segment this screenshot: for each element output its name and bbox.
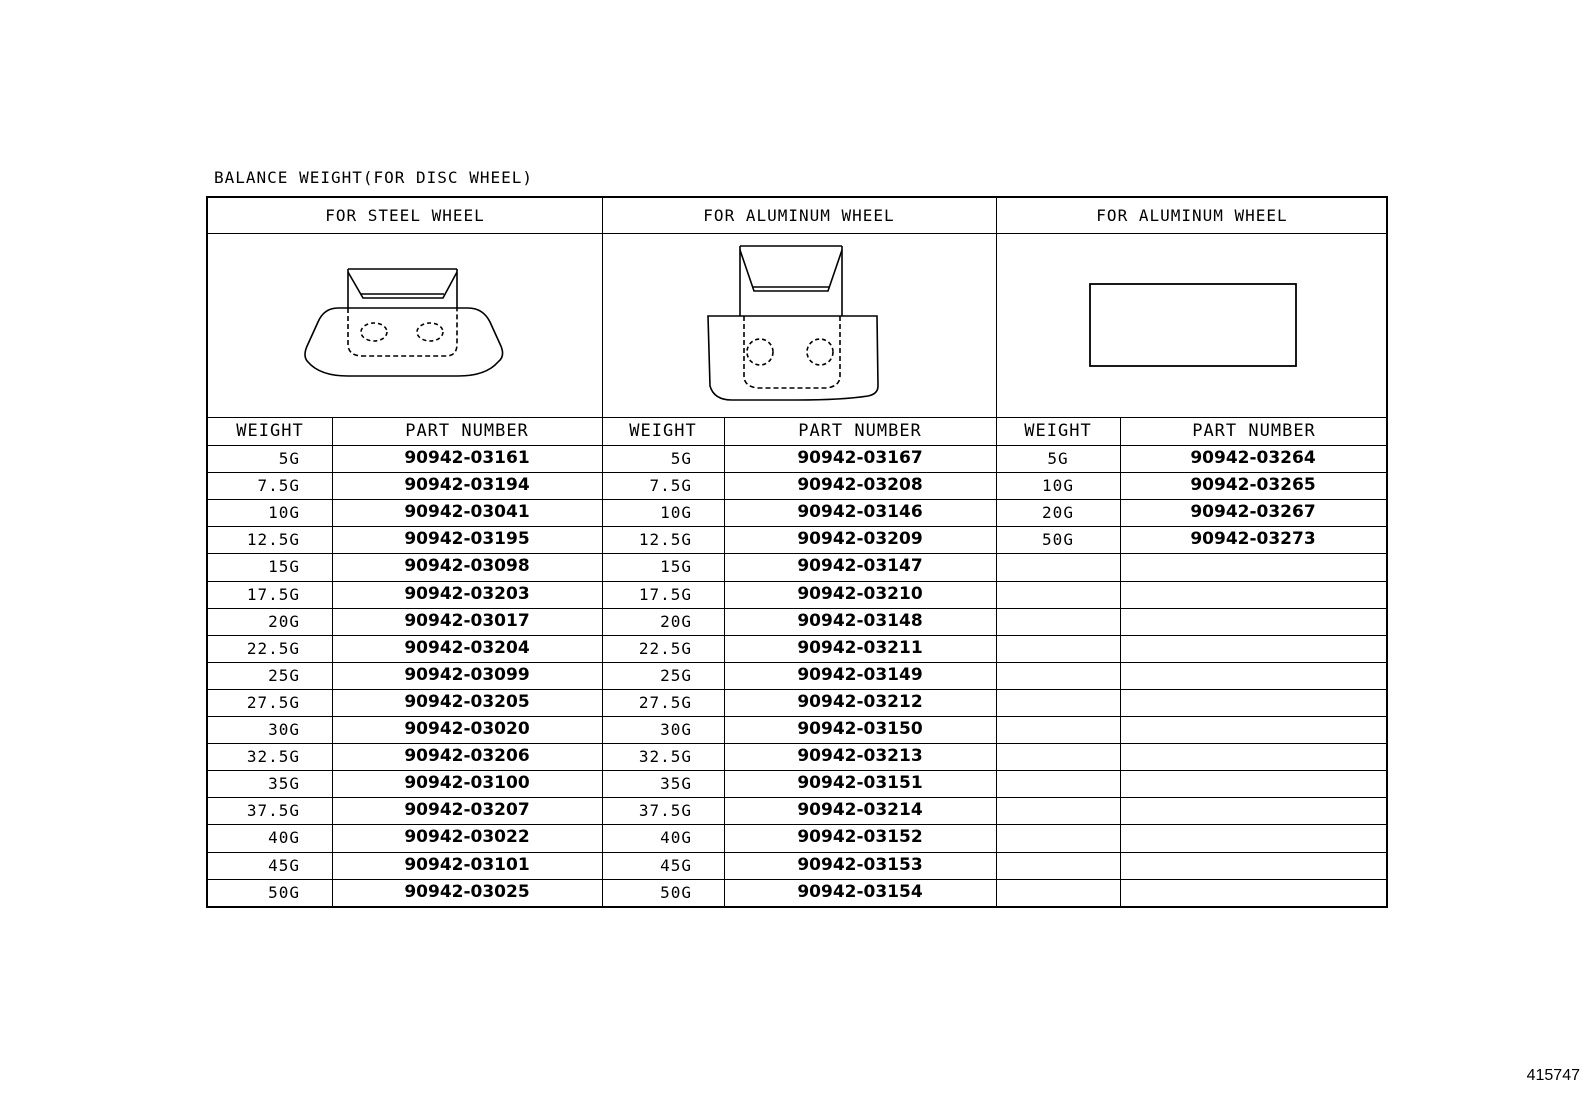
weight-cell: 22.5G — [638, 638, 692, 658]
page-title: BALANCE WEIGHT(FOR DISC WHEEL) — [214, 168, 533, 187]
clip-on-weight-steel-icon — [208, 236, 602, 414]
part-number-cell: 90942-03273 — [1190, 529, 1316, 550]
weight-cell: 45G — [268, 855, 300, 875]
section-header-aluminum-adhesive: FOR ALUMINUM WHEEL — [1096, 206, 1288, 225]
weight-cell: 40G — [268, 828, 300, 848]
weight-cell: 35G — [660, 774, 692, 794]
part-number-cell: 90942-03151 — [797, 773, 923, 794]
section-header-aluminum: FOR ALUMINUM WHEEL — [703, 206, 895, 225]
weight-cell: 30G — [268, 720, 300, 739]
part-number-cell: 90942-03161 — [404, 448, 530, 468]
part-number-cell: 90942-03213 — [797, 746, 923, 767]
part-number-cell: 90942-03017 — [404, 610, 530, 631]
weight-cell: 10G — [1042, 476, 1074, 496]
part-number-cell: 90942-03152 — [797, 827, 923, 848]
weight-cell: 17.5G — [638, 584, 692, 604]
weight-cell: 25G — [268, 665, 300, 685]
part-number-cell: 90942-03207 — [404, 800, 530, 821]
weight-cell: 5G — [670, 449, 692, 468]
part-number-cell: 90942-03206 — [404, 746, 530, 767]
part-number-cell: 90942-03205 — [404, 691, 530, 712]
weight-cell: 37.5G — [246, 801, 300, 821]
part-number-cell: 90942-03101 — [404, 854, 530, 875]
part-number-cell: 90942-03147 — [797, 556, 923, 577]
part-number-cell: 90942-03209 — [797, 529, 923, 550]
part-number-cell: 90942-03025 — [404, 881, 530, 902]
weight-cell: 17.5G — [246, 584, 300, 604]
weight-cell: 7.5G — [649, 476, 692, 496]
part-number-cell: 90942-03099 — [404, 664, 530, 685]
part-number-cell: 90942-03208 — [797, 475, 923, 496]
weight-cell: 7.5G — [257, 476, 300, 496]
weight-cell: 50G — [268, 882, 300, 902]
adhesive-weight-icon — [996, 236, 1388, 414]
weight-cell: 25G — [660, 665, 692, 685]
weight-cell: 20G — [660, 611, 692, 631]
weight-cell: 22.5G — [246, 638, 300, 658]
weight-cell: 5G — [1047, 449, 1069, 468]
part-number-cell: 90942-03041 — [404, 502, 530, 523]
part-number-cell: 90942-03022 — [404, 827, 530, 848]
part-number-cell: 90942-03203 — [404, 583, 530, 604]
weight-cell: 10G — [660, 503, 692, 523]
weight-cell: 20G — [268, 611, 300, 631]
weight-cell: 50G — [660, 882, 692, 902]
part-number-cell: 90942-03267 — [1190, 502, 1316, 523]
weight-cell: 40G — [660, 828, 692, 848]
weight-cell: 5G — [278, 449, 300, 468]
part-number-cell: 90942-03212 — [797, 691, 923, 712]
part-number-cell: 90942-03264 — [1190, 448, 1316, 468]
col-header-weight: WEIGHT — [1024, 421, 1092, 441]
clip-on-weight-aluminum-icon — [602, 236, 996, 414]
part-number-cell: 90942-03020 — [404, 719, 530, 739]
col-header-part-number: PART NUMBER — [405, 421, 529, 441]
part-number-cell: 90942-03214 — [797, 800, 923, 821]
part-number-cell: 90942-03148 — [797, 610, 923, 631]
balance-weight-table — [206, 196, 1388, 908]
part-number-cell: 90942-03100 — [404, 773, 530, 794]
col-header-part-number: PART NUMBER — [798, 421, 922, 441]
weight-cell: 35G — [268, 774, 300, 794]
weight-cell: 27.5G — [638, 692, 692, 712]
part-number-cell: 90942-03154 — [797, 881, 923, 902]
weight-cell: 15G — [268, 557, 300, 577]
col-header-weight: WEIGHT — [236, 421, 304, 441]
part-number-cell: 90942-03211 — [797, 637, 923, 658]
part-number-cell: 90942-03210 — [797, 583, 923, 604]
part-number-cell: 90942-03204 — [404, 637, 530, 658]
part-number-cell: 90942-03150 — [797, 719, 923, 739]
grid-line — [208, 417, 1386, 418]
weight-cell: 15G — [660, 557, 692, 577]
part-number-cell: 90942-03146 — [797, 502, 923, 523]
col-header-part-number: PART NUMBER — [1192, 421, 1316, 441]
part-number-cell: 90942-03153 — [797, 854, 923, 875]
weight-cell: 10G — [268, 503, 300, 523]
part-number-cell: 90942-03149 — [797, 664, 923, 685]
grid-line — [208, 233, 1386, 234]
weight-cell: 12.5G — [638, 530, 692, 550]
part-number-cell: 90942-03195 — [404, 529, 530, 550]
weight-cell: 27.5G — [246, 692, 300, 712]
weight-cell: 50G — [1042, 530, 1074, 550]
weight-cell: 32.5G — [638, 747, 692, 767]
weight-cell: 12.5G — [246, 530, 300, 550]
part-number-cell: 90942-03167 — [797, 448, 923, 468]
weight-cell: 32.5G — [246, 747, 300, 767]
part-number-cell: 90942-03194 — [404, 475, 530, 496]
weight-cell: 37.5G — [638, 801, 692, 821]
weight-cell: 30G — [660, 720, 692, 739]
part-number-cell: 90942-03265 — [1190, 475, 1316, 496]
col-header-weight: WEIGHT — [629, 421, 697, 441]
weight-cell: 45G — [660, 855, 692, 875]
figure-number: 415747 — [1526, 1067, 1580, 1084]
weight-cell: 20G — [1042, 503, 1074, 523]
section-header-steel: FOR STEEL WHEEL — [325, 206, 485, 225]
part-number-cell: 90942-03098 — [404, 556, 530, 577]
